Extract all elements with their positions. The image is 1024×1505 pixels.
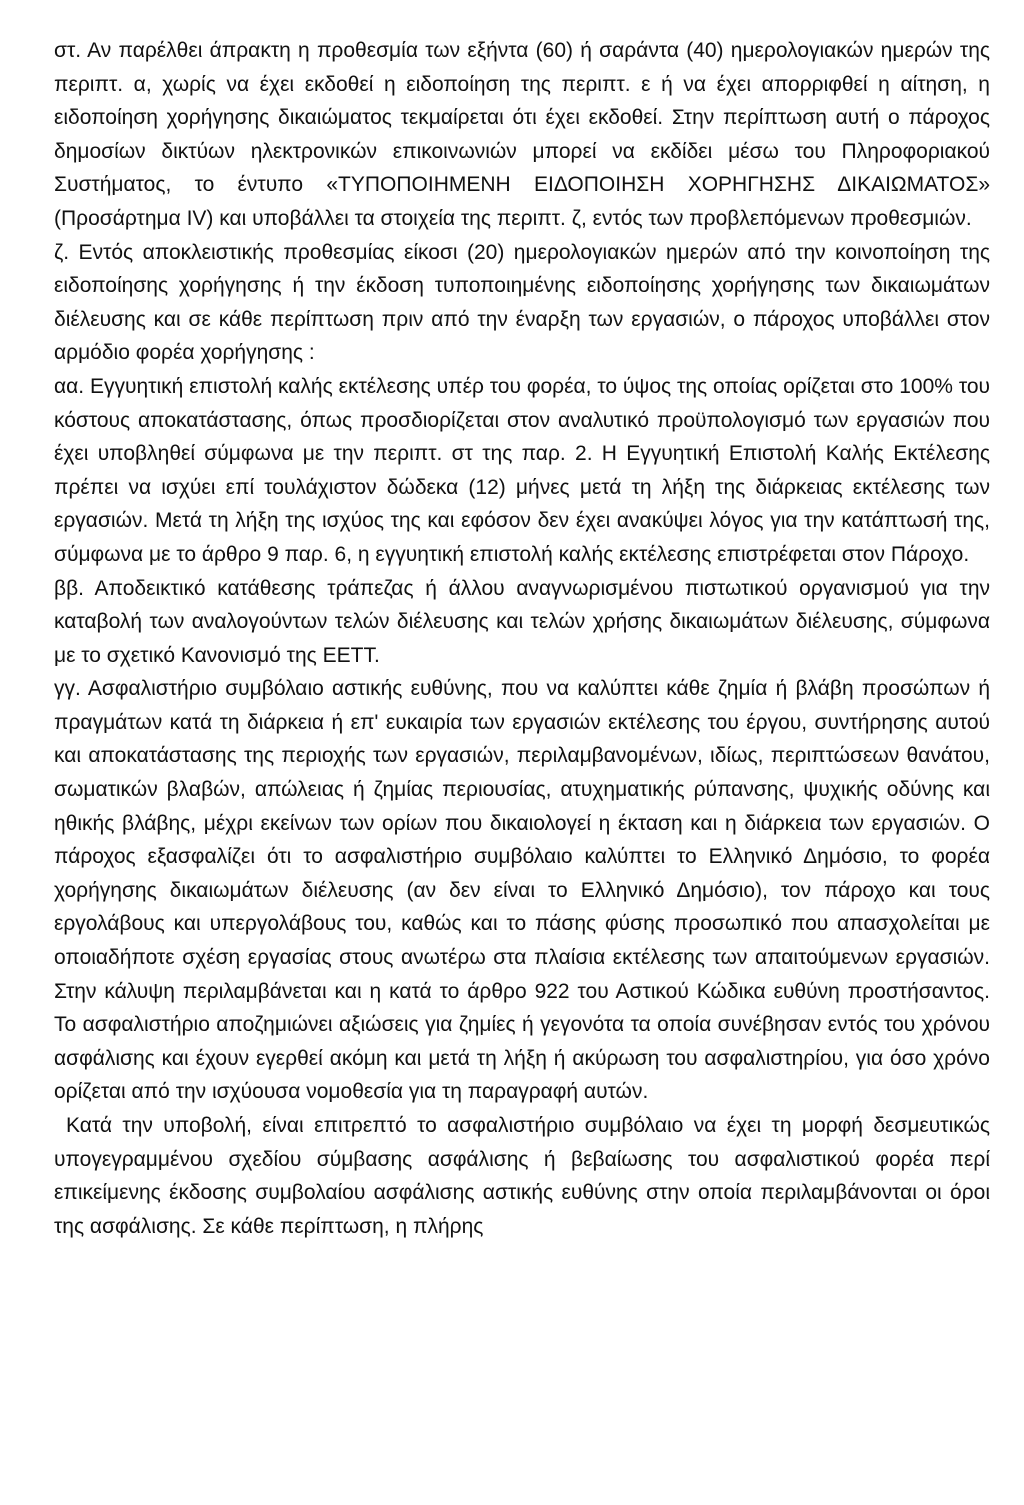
paragraph-vv: ββ. Αποδεικτικό κατάθεσης τράπεζας ή άλλου αναγνωρισμένου πιστωτικού οργανισμού για την καταβολή των αναλογούντων τελών διέλευσης και τελών χρήσης δικαιωμάτων διέλευσης, σύμφωνα με το σχετικό Κανονισμό της ΕΕΤΤ.	[54, 576, 990, 667]
document-body	[54, 34, 990, 1243]
paragraph-gg: γγ. Ασφαλιστήριο συμβόλαιο αστικής ευθύνης, που να καλύπτει κάθε ζημία ή βλάβη προσώπων ή πραγμάτων κατά τη διάρκεια ή επ' ευκαιρία των εργασιών εκτέλεσης του έργου, συντήρησης αυτού και αποκατάστασης της περιοχής των εργασιών, περιλαμβανομένων, ιδίως, περιπτώσεων θανάτου, σωματικών βλαβών, απώλειας ή ζημίας περιουσίας, ατυχηματικής ρύπανσης, ψυχικής οδύνης και ηθικής βλάβης, μέχρι εκείνων των ορίων που δικαιολογεί η έκταση και η διάρκεια των εργασιών. Ο πάροχος εξασφαλίζει ότι το ασφαλιστήριο συμβόλαιο καλύπτει το Ελληνικό Δημόσιο, το φορέα χορήγησης δικαιωμάτων διέλευσης (αν δεν είναι το Ελληνικό Δημόσιο), τον πάροχο και τους εργολάβους και υπεργολάβους του, καθώς και το πάσης φύσης προσωπικό που απασχολείται με οποιαδήποτε σχέση εργασίας στους ανωτέρω στα πλαίσια εκτέλεσης των απαιτούμενων εργασιών. Στην κάλυψη περιλαμβάνεται και η κατά το άρθρο 922 του Αστικού Κώδικα ευθύνη προστήσαντος. Το ασφαλιστήριο αποζημιώνει αξιώσεις για ζημίες ή γεγονότα τα οποία συνέβησαν εντός του χρόνου ασφάλισης και έχουν εγερθεί ακόμη και μετά τη λήξη ή ακύρωση του ασφαλιστηρίου, για όσο χρόνο ορίζεται από την ισχύουσα νομοθεσία για τη παραγραφή αυτών.	[54, 677, 990, 1104]
paragraph-z: ζ. Εντός αποκλειστικής προθεσμίας είκοσι (20) ημερολογιακών ημερών από την κοινοποίηση της ειδοποίησης χορήγησης ή την έκδοση τυποποιημένης ειδοποίησης χορήγησης των δικαιωμάτων διέλευσης και σε κάθε περίπτωση πριν από την έναρξη των εργασιών, ο πάροχος υποβάλλει στον αρμόδιο φορέα χορήγησης :	[54, 240, 990, 365]
paragraph-submission: Κατά την υποβολή, είναι επιτρεπτό το ασφαλιστήριο συμβόλαιο να έχει τη μορφή δεσμευτικώς υπογεγραμμένου σχεδίου σύμβασης ασφάλισης ή βεβαίωσης του ασφαλιστικού φορέα περί επικείμενης έκδοσης συμβολαίου ασφάλισης αστικής ευθύνης στην οποία περιλαμβάνονται οι όροι της ασφάλισης. Σε κάθε περίπτωση, η πλήρης	[54, 1114, 990, 1238]
paragraph-st: στ. Αν παρέλθει άπρακτη η προθεσμία των εξήντα (60) ή σαράντα (40) ημερολογιακών ημερών της περιπτ. α, χωρίς να έχει εκδοθεί η ειδοποίηση της περιπτ. ε ή να έχει απορριφθεί η αίτηση, η ειδοποίηση χορήγησης δικαιώματος τεκμαίρεται ότι έχει εκδοθεί. Στην περίπτωση αυτή ο πάροχος δημοσίων δικτύων ηλεκτρονικών επικοινωνιών μπορεί να εκδίδει μέσω του Πληροφοριακού Συστήματος, το έντυπο «ΤΥΠΟΠΟΙΗΜΕΝΗ ΕΙΔΟΠΟΙΗΣΗ ΧΟΡΗΓΗΣΗΣ ΔΙΚΑΙΩΜΑΤΟΣ» (Προσάρτημα IV) και υποβάλλει τα στοιχεία της περιπτ. ζ, εντός των προβλεπόμενων προθεσμιών.	[54, 39, 990, 230]
paragraph-aa: αα. Εγγυητική επιστολή καλής εκτέλεσης υπέρ του φορέα, το ύψος της οποίας ορίζεται στο 100% του κόστους αποκατάστασης, όπως προσδιορίζεται στον αναλυτικό προϋπολογισμό των εργασιών που έχει υποβληθεί σύμφωνα με την περιπτ. στ της παρ. 2. Η Εγγυητική Επιστολή Καλής Εκτέλεσης πρέπει να ισχύει επί τουλάχιστον δώδεκα (12) μήνες μετά τη λήξη της διάρκειας εκτέλεσης των εργασιών. Μετά τη λήξη της ισχύος της και εφόσον δεν έχει ανακύψει λόγος για την κατάπτωσή της, σύμφωνα με το άρθρο 9 παρ. 6, η εγγυητική επιστολή καλής εκτέλεσης επιστρέφεται στον Πάροχο.	[54, 374, 990, 566]
